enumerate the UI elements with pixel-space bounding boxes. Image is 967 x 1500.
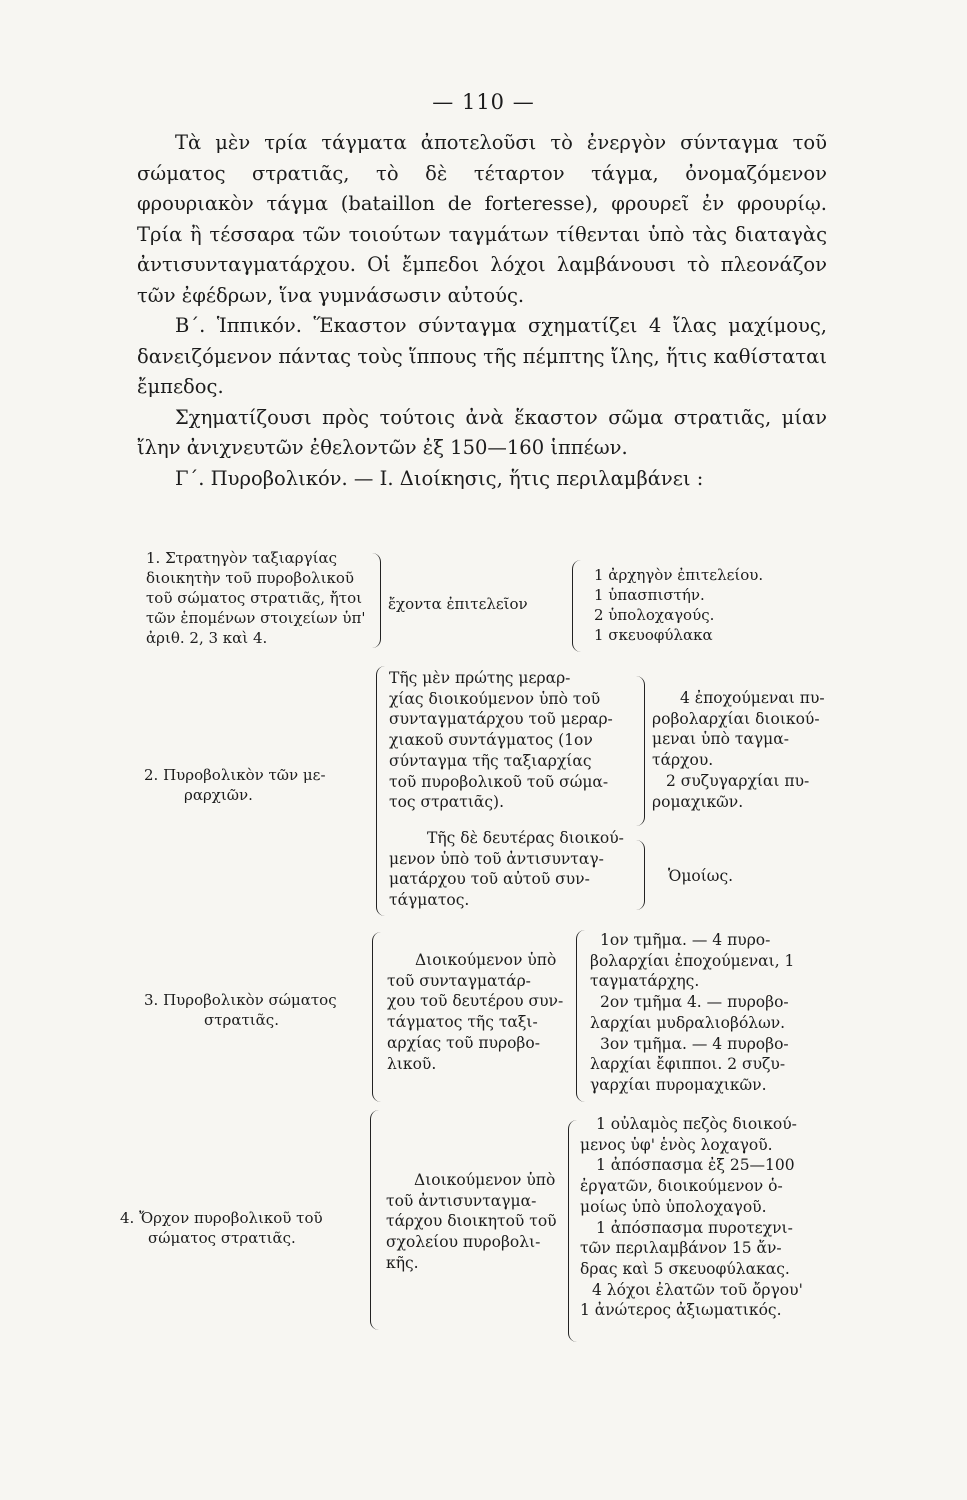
brace	[636, 840, 645, 910]
text-line: 1 οὐλαμὸς πεζὸς διοικού-	[596, 1115, 797, 1133]
text-line: Ὁμοίως.	[668, 867, 734, 885]
row2-right-second	[668, 866, 733, 887]
row4-left	[120, 1208, 323, 1248]
text-line: χου τοῦ δευτέρου συν-	[387, 992, 564, 1011]
text-line: τος στρατιᾶς).	[389, 793, 505, 812]
text-line: Διοικούμενον ὑπὸ	[415, 951, 557, 969]
text-line: ταγματάρχης.	[590, 972, 700, 991]
text-line: 1 σκευοφύλακα	[594, 626, 713, 644]
text-line: ραρχιῶν.	[184, 786, 253, 804]
text-line: βολαρχίαι ἐποχούμεναι, 1	[590, 951, 795, 970]
text-line: τῶν περιλαμβάνον 15 ἄν-	[580, 1239, 782, 1258]
text-line: σώματος στρατιᾶς.	[148, 1229, 296, 1247]
text-line: ἔχοντα ἐπιτελεῖον	[388, 595, 528, 613]
paragraph-artillery-heading: Γ΄. Πυροβολικόν. — Ι. Διοίκησις, ἥτις περιλαμβάνει :	[175, 466, 704, 490]
text-line: 1 ἀρχηγὸν ἐπιτελείου.	[594, 566, 764, 584]
paragraph-cavalry: Β΄. Ἱππικόν. Ἕκαστον σύνταγμα σχηματίζει 4 ἴλας μαχίμους, δανειζόμενον πάντας τοὺς ἵππους τῆς πέμπτης ἴλης, ἥτις καθίσταται ἔμπεδος.	[137, 314, 827, 398]
brace	[576, 930, 585, 1102]
text-line: Τῆς μὲν πρώτης μεραρ-	[389, 669, 571, 687]
row3-left	[144, 990, 337, 1030]
text-line: γαρχίαι πυρομαχικῶν.	[590, 1075, 767, 1094]
text-line: σύνταγμα τῆς ταξιαρχίας	[389, 751, 592, 770]
row1-right	[594, 565, 763, 645]
text-line: 1. Στρατηγὸν ταξιαργίας	[146, 549, 337, 567]
text-line: 3ον τμῆμα. — 4 πυροβο-	[600, 1034, 789, 1053]
row4-middle	[386, 1170, 557, 1274]
text-line: μοίως ὑπὸ ὑπολοχαγοῦ.	[580, 1197, 767, 1216]
text-line: χίας διοικούμενον ὑπὸ τοῦ	[389, 689, 601, 708]
text-line: μεναι ὑπὸ ταγμα-	[652, 730, 789, 749]
text-line: δρας καὶ 5 σκευοφύλακας.	[580, 1259, 790, 1278]
brace	[372, 553, 381, 648]
paragraph-infantry-battalions: Τὰ μὲν τρία τάγματα ἀποτελοῦσι τὸ ἐνεργὸν σύνταγμα τοῦ σώματος στρατιᾶς, τὸ δὲ τέταρτον τάγμα, ὀνομαζόμενον φρουριακὸν τάγμα (bataillon de forteresse), φρουρεῖ ἐν φρουρίῳ. Τρία ἢ τέσσαρα τῶν τοιούτων ταγμάτων τίθενται ὑπὸ τὰς διαταγὰς ἀντισυνταγματάρχου. Οἱ ἔμπεδοι λόχοι λαμβάνουσι τὸ πλεονάζον τῶν ἐφέδρων, ἵνα γυμνάσωσιν αὐτούς.	[137, 131, 827, 307]
text-line: χιακοῦ συντάγματος (1ον	[389, 731, 593, 750]
row4-right	[580, 1114, 803, 1321]
text-line: 3. Πυροβολικὸν σώματος	[144, 991, 337, 1009]
text-line: μενον ὑπὸ τοῦ ἀντισυνταγ-	[389, 849, 604, 868]
text-line: ἐργατῶν, διοικούμενον ὁ-	[580, 1177, 783, 1196]
text-line: 2 ὑπολοχαγούς.	[594, 606, 715, 624]
text-line: λικοῦ.	[387, 1054, 437, 1073]
text-line: διοικητὴν τοῦ πυροβολικοῦ	[146, 569, 355, 587]
row2-right-first	[652, 688, 825, 812]
text-line: 2 συζυγαρχίαι πυ-	[666, 771, 810, 790]
brace	[572, 560, 581, 652]
text-line: τάγματος.	[389, 891, 470, 910]
text-line: τοῦ συνταγματάρ-	[387, 971, 531, 990]
text-line: 4 λόχοι ἐλατῶν τοῦ ὄργου'	[592, 1280, 803, 1299]
brace	[372, 932, 381, 1102]
text-line: 1 ἀπόσπασμα πυροτεχνι-	[596, 1218, 793, 1237]
row1-left	[146, 548, 378, 648]
text-line: 4 ἐποχούμεναι πυ-	[680, 689, 825, 707]
text-line: σχολείου πυροβολι-	[386, 1233, 541, 1252]
text-line: ματάρχου τοῦ αὐτοῦ συν-	[389, 870, 590, 889]
text-line: 1ον τμῆμα. — 4 πυρο-	[600, 931, 771, 949]
text-line: ρομαχικῶν.	[652, 792, 744, 811]
brace	[636, 676, 645, 826]
text-line: λαρχίαι μυδραλιοβόλων.	[590, 1013, 786, 1032]
text-line: ροβολαρχίαι διοικού-	[652, 709, 820, 728]
text-line: τάρχου διοικητοῦ τοῦ	[386, 1212, 557, 1231]
page-number: — 110 —	[432, 90, 535, 114]
text-line: τοῦ σώματος στρατιᾶς, ἤτοι	[146, 589, 362, 607]
row3-middle	[387, 950, 563, 1074]
text-line: τάρχου.	[652, 751, 714, 770]
row1-middle	[388, 594, 528, 614]
text-line: αρχίας τοῦ πυροβο-	[387, 1033, 540, 1052]
text-line: 1 ἀπόσπασμα ἐξ 25—100	[596, 1156, 795, 1175]
brace	[376, 666, 385, 916]
row2-middle-first	[389, 668, 613, 813]
text-line: τάγματος τῆς ταξι-	[387, 1013, 538, 1032]
paragraph-scouts: Σχηματίζουσι πρὸς τούτοις ἀνὰ ἕκαστον σῶμα στρατιᾶς, μίαν ἴλην ἀνιχνευτῶν ἐθελοντῶν ἐξ 150—160 ἱππέων.	[137, 405, 827, 459]
text-line: Τῆς δὲ δευτέρας διοικού-	[427, 829, 624, 847]
text-line: 4. Ὄρχον πυροβολικοῦ τοῦ	[120, 1209, 323, 1227]
text-line: 1 ἀνώτερος ἀξιωματικός.	[580, 1301, 782, 1320]
text-line: συνταγματάρχου τοῦ μεραρ-	[389, 710, 613, 729]
text-line: 2ον τμῆμα 4. — πυροβο-	[600, 993, 789, 1012]
row2-left	[144, 765, 326, 805]
text-line: τῶν ἑπομένων στοιχείων ὑπ'	[146, 609, 366, 627]
text-line: μενος ὑφ' ἑνὸς λοχαγοῦ.	[580, 1135, 773, 1154]
text-line: ἀριθ. 2, 3 καὶ 4.	[146, 629, 268, 647]
text-line: τοῦ ἀντισυνταγμα-	[386, 1191, 537, 1210]
text-line: λαρχίαι ἔφιπποι. 2 συζυ-	[590, 1055, 786, 1074]
body-text	[137, 128, 827, 494]
text-line: στρατιᾶς.	[204, 1011, 279, 1029]
brace	[370, 1110, 379, 1330]
text-line: 2. Πυροβολικὸν τῶν με-	[144, 766, 326, 784]
brace	[568, 1120, 577, 1342]
text-line: κῆς.	[386, 1253, 419, 1272]
text-line: τοῦ πυροβολικοῦ τοῦ σώμα-	[389, 772, 609, 791]
text-line: 1 ὑπασπιστήν.	[594, 586, 705, 604]
row2-middle-second	[389, 828, 624, 911]
text-line: Διοικούμενον ὑπὸ	[414, 1171, 556, 1189]
row3-right	[590, 930, 794, 1096]
